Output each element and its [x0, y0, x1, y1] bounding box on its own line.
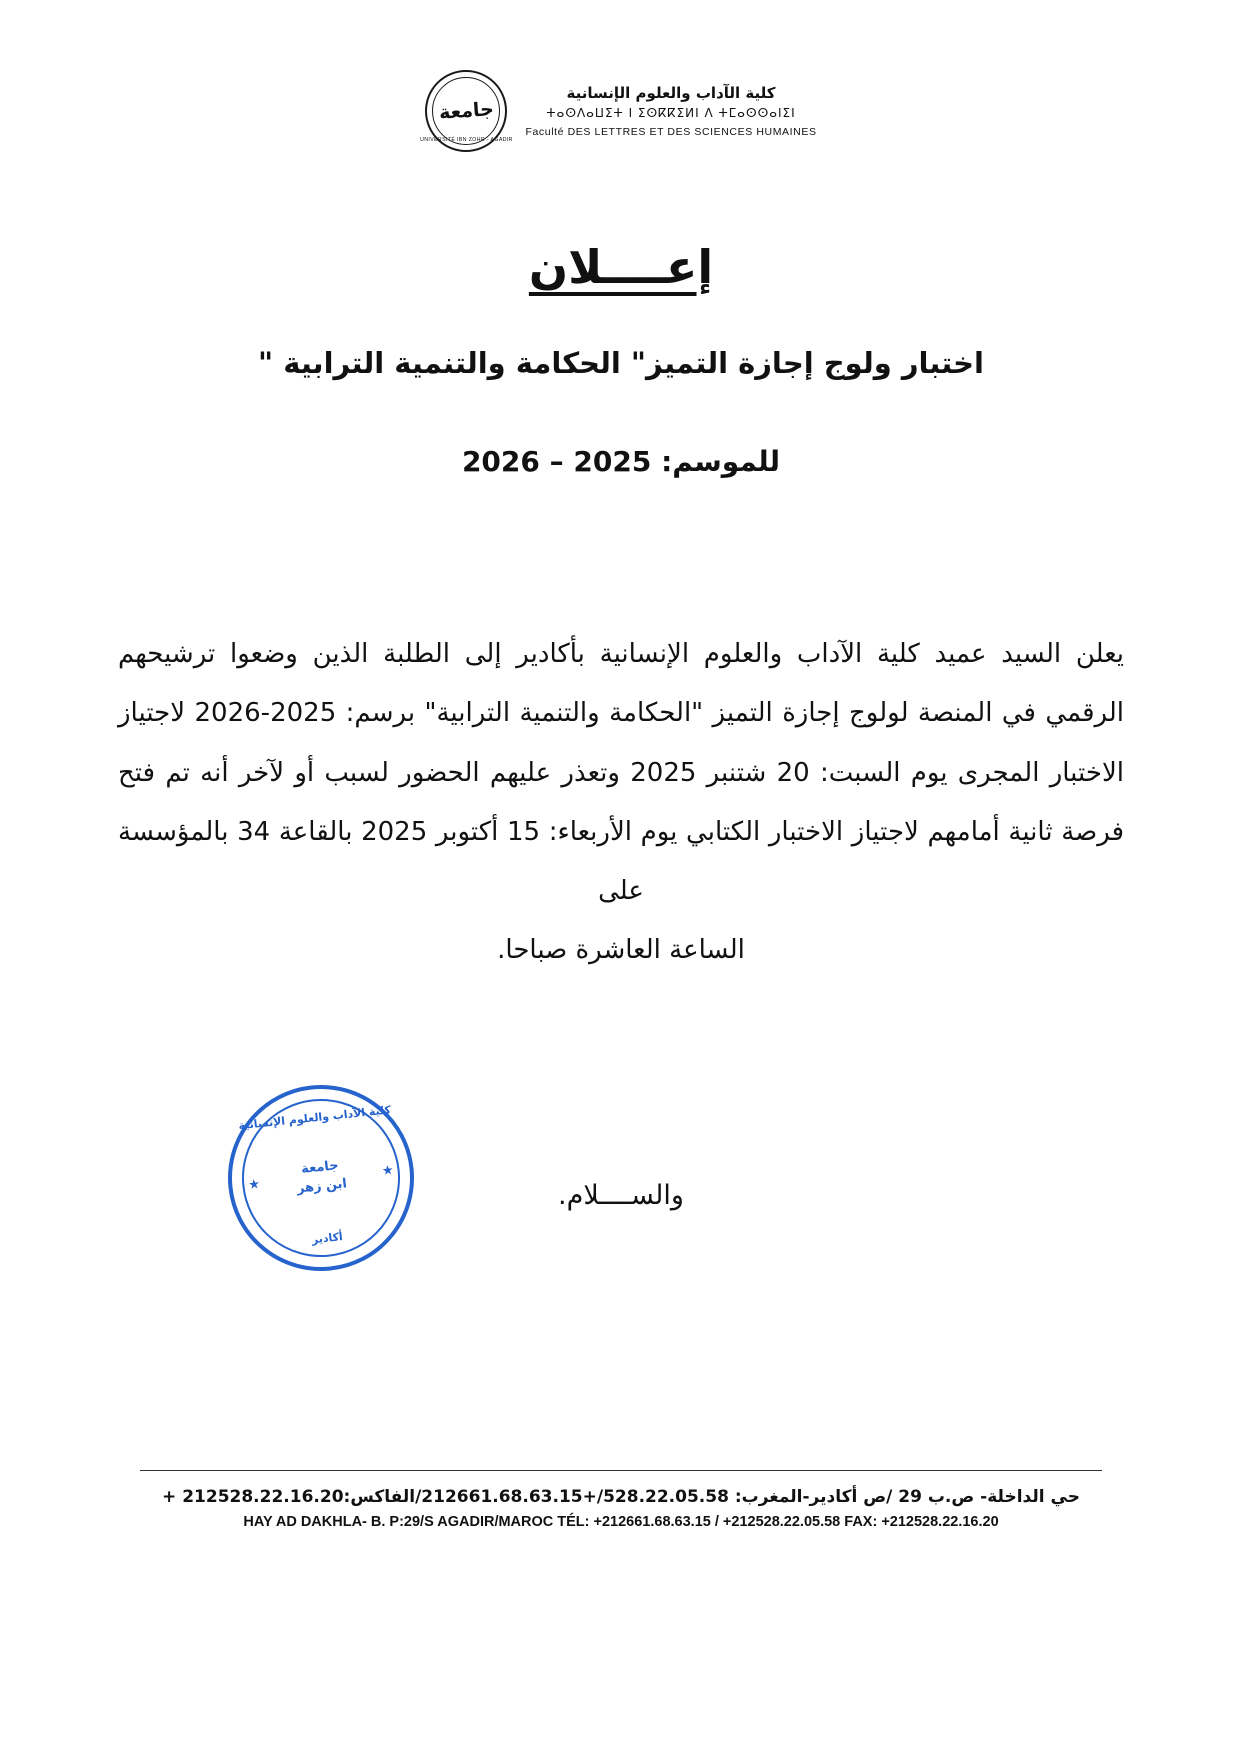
stamp-center [267, 1154, 374, 1202]
document-subtitle: اختبار ولوج إجازة التميز" الحكامة والتنمية الترابية " [258, 346, 984, 380]
body-text [118, 625, 1124, 981]
title-block [70, 240, 1172, 483]
faculty-name-french: Faculté DES LETTRES ET DES SCIENCES HUMAINES [525, 125, 817, 138]
university-logo-icon [420, 70, 513, 152]
footer-address-arabic: حي الداخلة- ص.ب 29 /ص أكادير-المغرب: 528.22.05.58/+212661.68.63.15/الفاكس:212528.22.16.20 + [162, 1486, 1080, 1507]
faculty-name-tifinagh: ⵜⴰⵙⴷⴰⵡⵉⵜ ⵏ ⵉⵙⴽⴽⵉⵍⵏ ⴷ ⵜⵎⴰⵙⵙⴰⵏⵉⵏ [546, 106, 796, 121]
letterhead [0, 70, 1242, 152]
official-stamp-icon [219, 1076, 423, 1280]
footer-divider [140, 1470, 1102, 1471]
body-paragraph: يعلن السيد عميد كلية الآداب والعلوم الإنسانية بأكادير إلى الطلبة الذين وضعوا ترشيحهم الرقمي في المنصة لولوج إجازة التميز "الحكامة والتنمية الترابية" برسم: 2025-2026 لاجتياز الاختبار المجرى يوم السبت: 20 شتنبر 2025 وتعذر عليهم الحضور لسبب أو لآخر أنه تم فتح فرصة ثانية أمامهم لاجتياز الاختبار الكتابي يوم الأربعاء: 15 أكتوبر 2025 بالقاعة 34 بالمؤسسة على [118, 639, 1125, 907]
footer [140, 1470, 1102, 1531]
stamp-bottom-text: أكادير [311, 1230, 344, 1247]
footer-address-french: HAY AD DAKHLA- B. P:29/S AGADIR/MAROC TÉL: +212661.68.63.15 / +212528.22.05.58 FAX: +212528.22.16.20 [243, 1514, 999, 1530]
body-last-line: الساعة العاشرة صباحا. [497, 935, 745, 966]
stamp-center-line1: جامعة [300, 1158, 340, 1178]
stamp-top-text: كلية الآداب والعلوم الإنسانية [237, 1103, 392, 1133]
stamp-star-left-icon: ★ [247, 1176, 261, 1194]
logo-ring-text: UNIVERSITÉ IBN ZOHR - AGADIR [420, 137, 513, 143]
faculty-name-arabic: كلية الآداب والعلوم الإنسانية [566, 84, 776, 103]
letterhead-text [525, 83, 816, 139]
closing-salutation: والســــلام. [558, 1180, 684, 1211]
stamp-star-right-icon: ★ [381, 1162, 395, 1180]
logo-center-text: جامعة [438, 98, 495, 124]
academic-season: للموسم: 2025 – 2026 [461, 444, 781, 478]
page-title: إعــــلان [528, 240, 714, 294]
stamp-center-line2: ابن زهر [296, 1176, 348, 1197]
